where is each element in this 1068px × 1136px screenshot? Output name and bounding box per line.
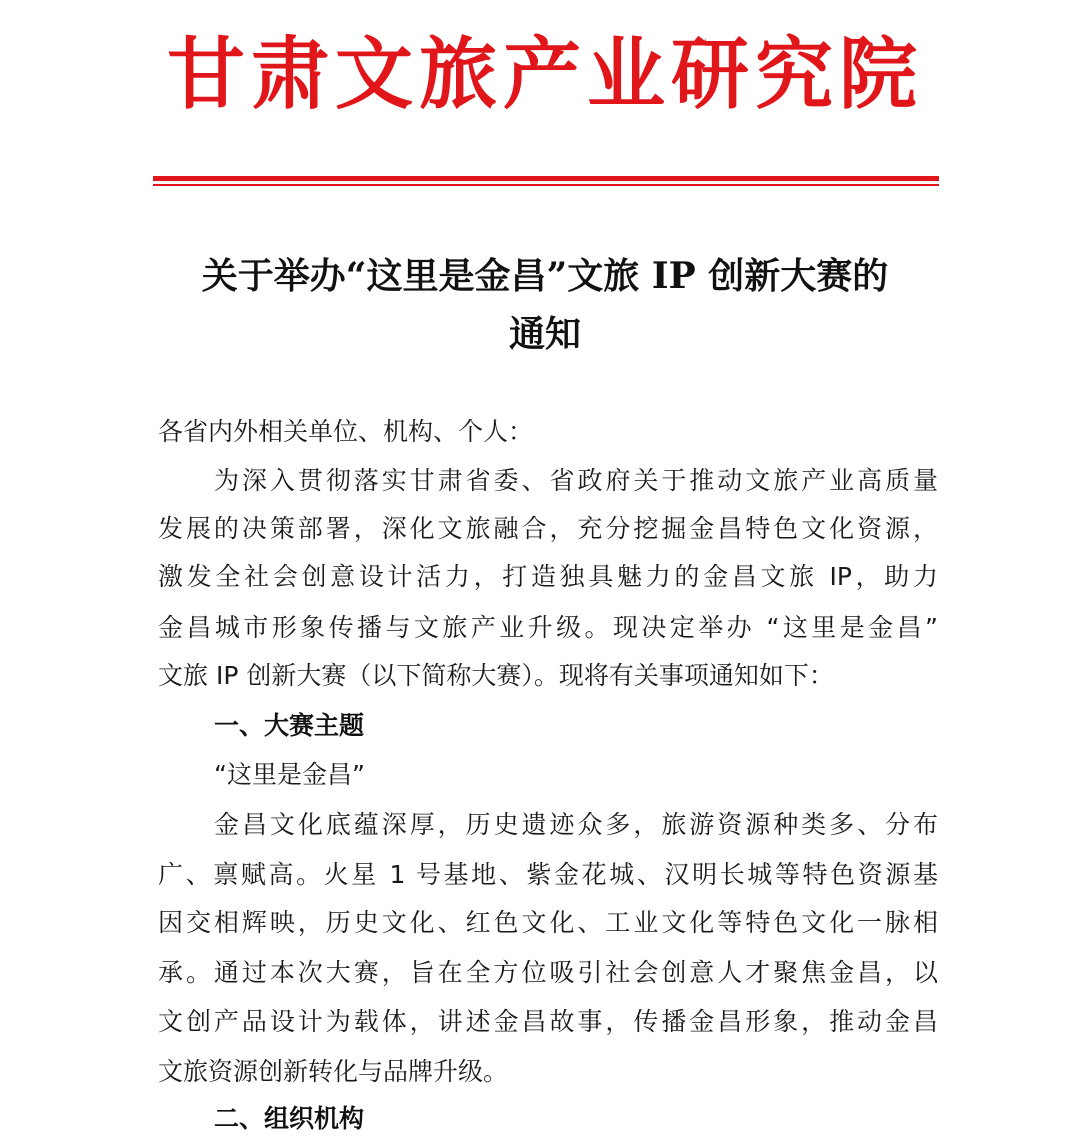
section-theme: “这里是金昌” bbox=[214, 760, 365, 789]
intro-line: 激发全社会创意设计活力，打造独具魅力的金昌文旅 IP，助力 bbox=[158, 562, 938, 591]
section-paragraph-line: 文创产品设计为载体，讲述金昌故事，传播金昌形象，推动金昌 bbox=[158, 1007, 938, 1036]
section-paragraph-line: 文旅资源创新转化与品牌升级。 bbox=[158, 1057, 509, 1086]
section-paragraph-line: 广、禀赋高。火星 1 号基地、紫金花城、汉明长城等特色资源基 bbox=[158, 860, 938, 889]
section-paragraph-line: 承。通过本次大赛，旨在全方位吸引社会创意人才聚焦金昌，以 bbox=[158, 958, 938, 987]
intro-line: 发展的决策部署，深化文旅融合，充分挖掘金昌特色文化资源， bbox=[158, 514, 938, 543]
salutation: 各省内外相关单位、机构、个人： bbox=[158, 417, 534, 446]
intro-line: 金昌城市形象传播与文旅产业升级。现决定举办 “这里是金昌” bbox=[158, 613, 938, 642]
intro-line: 为深入贯彻落实甘肃省委、省政府关于推动文旅产业高质量 bbox=[214, 466, 938, 495]
letterhead-title: 甘肃文旅产业研究院 bbox=[166, 29, 923, 120]
section-paragraph-line: 因交相辉映，历史文化、红色文化、工业文化等特色文化一脉相 bbox=[158, 908, 938, 937]
letterhead-rule-thick bbox=[153, 176, 939, 181]
letterhead-rule-thin bbox=[153, 184, 939, 186]
intro-line: 文旅 IP 创新大赛（以下简称大赛）。现将有关事项通知如下： bbox=[158, 661, 834, 690]
document-title-line-2: 通知 bbox=[508, 313, 581, 355]
document-title-line-1: 关于举办“这里是金昌”文旅 IP 创新大赛的 bbox=[201, 255, 889, 297]
section-heading-1: 一、大赛主题 bbox=[214, 711, 365, 740]
section-paragraph-line: 金昌文化底蕴深厚，历史遗迹众多，旅游资源种类多、分布 bbox=[214, 810, 938, 839]
section-heading-2: 二、组织机构 bbox=[214, 1104, 365, 1133]
